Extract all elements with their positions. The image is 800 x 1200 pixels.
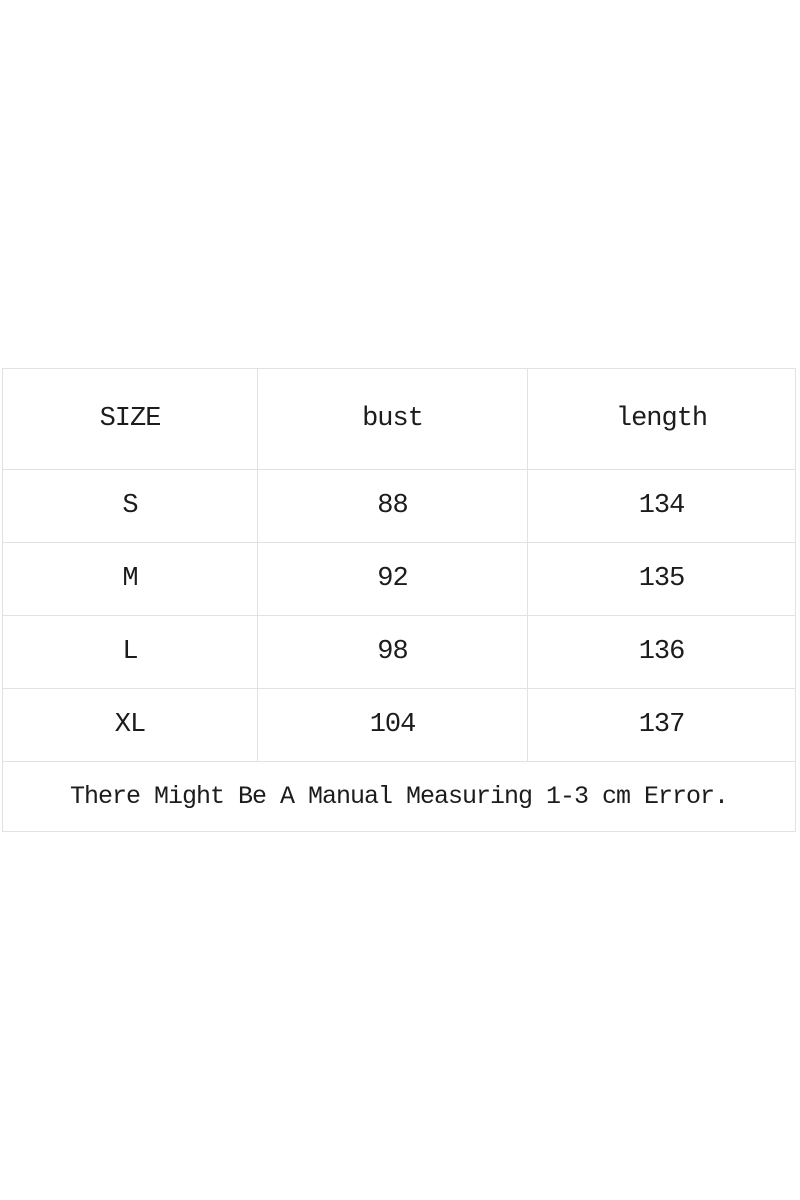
header-row (3, 369, 796, 470)
table-row-l (3, 616, 796, 689)
cell-m-size: M (3, 543, 258, 616)
table-row-xl (3, 689, 796, 762)
size-chart-header (3, 369, 796, 470)
cell-s-length: 134 (528, 470, 796, 543)
header-cell-size: SIZE (3, 369, 258, 470)
measuring-error-note: There Might Be A Manual Measuring 1-3 cm Error. (3, 762, 796, 832)
cell-l-size: L (3, 616, 258, 689)
cell-l-length: 136 (528, 616, 796, 689)
table-row-s (3, 470, 796, 543)
cell-xl-bust: 104 (258, 689, 528, 762)
cell-s-size: S (3, 470, 258, 543)
size-chart-footer (3, 762, 796, 832)
cell-l-bust: 98 (258, 616, 528, 689)
header-cell-length: length (528, 369, 796, 470)
note-row (3, 762, 796, 832)
cell-m-length: 135 (528, 543, 796, 616)
cell-xl-size: XL (3, 689, 258, 762)
header-cell-bust: bust (258, 369, 528, 470)
cell-xl-length: 137 (528, 689, 796, 762)
size-chart-body (3, 470, 796, 762)
table-row-m (3, 543, 796, 616)
cell-m-bust: 92 (258, 543, 528, 616)
size-chart-table (2, 368, 796, 832)
cell-s-bust: 88 (258, 470, 528, 543)
